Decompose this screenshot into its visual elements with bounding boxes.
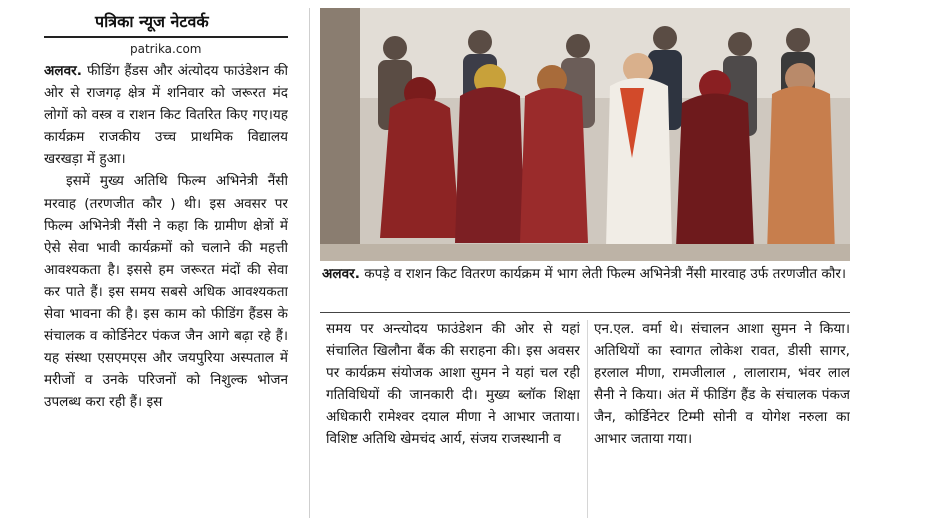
article-paragraph-4: एन.एल. वर्मा थे। संचालन आशा सुमन ने किया। अतिथियों का स्वागत लोकेश रावत, डीसी सागर, हरलाल मीणा, रामजीलाल , लालाराम, भंवर लाल सैनी ने किया। अंत में फीडिंग हैंड के संचालक पंकज जैन, कोर्डिनेटर टिम्मी सोनी व योगेश नरुला का आभार जताया गया।	[594, 321, 850, 448]
column-divider	[309, 8, 310, 518]
caption-text: कपड़े व राशन किट वितरण कार्यक्रम में भाग लेती फिल्म अभिनेत्री नैंसी मारवाह उर्फ तरणजीत कौर।	[364, 266, 847, 282]
publication-website: patrika.com	[130, 42, 202, 56]
article-column-3	[594, 318, 850, 520]
article-paragraph-1	[44, 60, 288, 170]
header-rule	[44, 36, 288, 38]
article-dateline: अलवर.	[44, 63, 82, 79]
article-paragraph-1-text: फीडिंग हैंडस और अंत्योदय फाउंडेशन की ओर से राजगढ़ क्षेत्र में शनिवार को जरूरत मंद लोगों को वस्त्र व राशन किट वितरित किए गए।यह कार्यक्रम राजकीय उच्च प्राथमिक विद्यालय खरखड़ा में हुआ।	[44, 63, 288, 168]
event-photo-illustration	[320, 8, 850, 261]
caption-dateline: अलवर.	[322, 266, 360, 282]
column-divider-2	[587, 320, 588, 518]
photo-caption	[322, 264, 850, 285]
article-column-1	[44, 60, 288, 520]
article-paragraph-2: इसमें मुख्य अतिथि फिल्म अभिनेत्री नैंसी मरवाह (तरणजीत कौर ) थी। इस अवसर पर फिल्म अभिनेत्री नैंसी ने कहा कि ग्रामीण क्षेत्रों में ऐसे सेवा भावी कार्यक्रमों को चलाने की महत्ती आवश्यकता है। इससे हम जरूरत मंदों की सेवा कर पाते हैं। इस समय सबसे अधिक आवश्यकता सेवा भावना की है। इस काम को फीडिंग हैंडस के संचालक व कोर्डिनेटर पंकज जैन आगे बढ़ा रहे हैं। यह संस्था एसएमएस और जयपुरिया अस्पताल में मरीजों व उनके परिजनों को निशुल्क भोजन उपलब्ध करा रही हैं। इस	[44, 173, 288, 411]
publication-name: पत्रिका न्यूज नेटवर्क	[95, 12, 209, 31]
caption-rule	[320, 312, 850, 313]
article-column-2	[326, 318, 580, 520]
article-paragraph-3: समय पर अन्त्योदय फाउंडेशन की ओर से यहां संचालित खिलौना बैंक की सराहना की। इस अवसर पर कार्यक्रम संयोजक आशा सुमन ने यहां चल रही गतिविधियों की जानकारी दी। मुख्य ब्लॉक शिक्षा अधिकारी रामेश्वर दयाल मीणा ने आभार जताया। विशिष्ट अतिथि खेमचंद आर्य, संजय राजस्थानी व	[326, 321, 580, 448]
news-photo	[320, 8, 850, 261]
